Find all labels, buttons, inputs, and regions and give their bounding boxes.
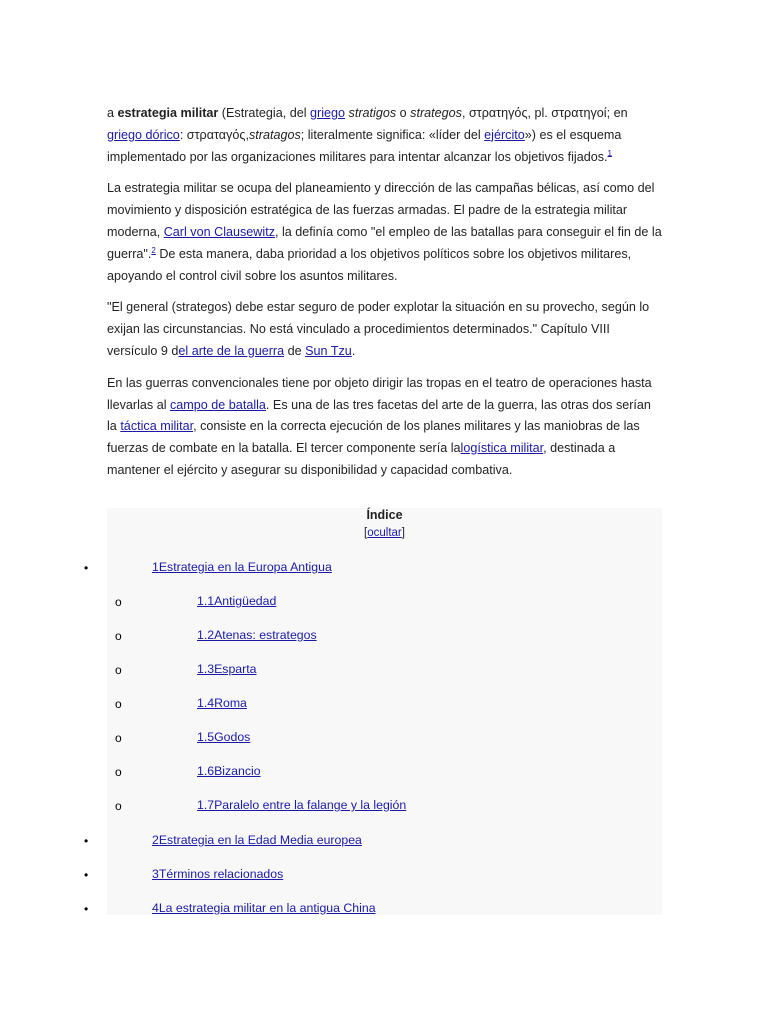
- toc-item-terminos[interactable]: 3Términos relacionados: [152, 867, 284, 881]
- toc-title: Índice: [366, 508, 403, 522]
- term-italic: stratigos: [348, 106, 397, 120]
- bullet-disc: •: [84, 834, 89, 848]
- toc-hide-link[interactable]: ocultar: [367, 527, 402, 539]
- bracket: ]: [401, 527, 405, 539]
- link-griego[interactable]: griego: [310, 106, 346, 120]
- bullet-circle: o: [115, 799, 122, 813]
- bullet-disc: •: [84, 902, 89, 916]
- term-bold: estrategia militar: [117, 106, 219, 120]
- text: , στρατηγός, pl. στρατηγοί; en: [461, 106, 628, 120]
- link-ejercito[interactable]: ejército: [484, 127, 525, 142]
- bullet-disc: •: [84, 868, 89, 882]
- bullet-circle: o: [115, 595, 122, 609]
- text: de: [284, 343, 306, 358]
- text: "El general (strategos) debe estar seguro de poder explotar la situación en su provecho, según lo exijan las circunstancias. No está vinculado a procedimientos determinados." Capítulo VIII versículo 9 d: [107, 300, 650, 358]
- toc-item-edad-media[interactable]: 2Estrategia en la Edad Media europea: [152, 833, 362, 847]
- toc-item-bizancio[interactable]: 1.6Bizancio: [197, 764, 261, 778]
- toc-item-roma[interactable]: 1.4Roma: [197, 696, 247, 710]
- term-italic: stratagos: [248, 127, 301, 142]
- toc-item-esparta[interactable]: 1.3Esparta: [197, 662, 257, 676]
- bullet-circle: o: [115, 765, 122, 779]
- link-campo-de-batalla[interactable]: campo de batalla: [170, 397, 266, 412]
- toc-item-europa-antigua[interactable]: 1Estrategia en la Europa Antigua: [152, 560, 332, 574]
- bullet-circle: o: [115, 731, 122, 745]
- text: a: [107, 106, 118, 120]
- bullet-disc: •: [84, 561, 89, 575]
- link-griego-dorico[interactable]: griego dórico: [107, 127, 180, 142]
- text: , consiste en la correcta ejecución de los planes militares y las maniobras de las fuerzas de combate en la batalla. El tercer componente sería la: [107, 419, 640, 456]
- bullet-circle: o: [115, 629, 122, 643]
- text: .: [351, 343, 356, 358]
- paragraph-sun-tzu: [107, 297, 663, 362]
- bracket: [: [364, 527, 368, 539]
- footnote-ref-1[interactable]: 1: [607, 148, 612, 158]
- text: : στραταγός,: [179, 127, 249, 142]
- text: De esta manera, daba prioridad a los objetivos políticos sobre los objetivos militares, apoyando el control civil sobre los asuntos militares.: [107, 246, 632, 283]
- toc-item-godos[interactable]: 1.5Godos: [197, 730, 251, 744]
- text: La estrategia militar se ocupa del planeamiento y dirección de las campañas bélicas, así como del movimiento y disposición estratégica de las fuerzas armadas. El padre de la estrategia militar moderna,: [107, 181, 655, 239]
- article-body: [107, 103, 663, 492]
- toc-item-atenas[interactable]: 1.2Atenas: estrategos: [197, 628, 317, 642]
- text: En las guerras convencionales tiene por objeto dirigir las tropas en el teatro de operaciones hasta llevarlas al: [107, 375, 652, 412]
- link-clausewitz[interactable]: Carl von Clausewitz: [163, 224, 275, 239]
- text: , destinada a mantener el ejército y asegurar su disponibilidad y capacidad combativa.: [107, 441, 616, 477]
- text: o: [396, 106, 411, 120]
- bullet-circle: o: [115, 663, 122, 677]
- paragraph-clausewitz: [107, 178, 663, 287]
- text: , la definía como "el empleo de las batallas para conseguir el fin de la guerra".: [107, 224, 662, 261]
- text: (Estrategia, del: [218, 106, 311, 120]
- text: ») es el esquema implementado por las organizaciones militares para intentar alcanzar los objetivos fijados.: [107, 127, 622, 164]
- toc-item-falange-legion[interactable]: 1.7Paralelo entre la falange y la legión: [197, 798, 407, 812]
- link-arte-de-la-guerra[interactable]: el arte de la guerra: [178, 343, 285, 358]
- toc-toggle: [107, 526, 662, 540]
- toc-item-antiguedad[interactable]: 1.1Antigüedad: [197, 594, 277, 608]
- bullet-circle: o: [115, 697, 122, 711]
- paragraph-guerras: [107, 373, 663, 482]
- link-sun-tzu[interactable]: Sun Tzu: [305, 343, 352, 358]
- link-tactica-militar[interactable]: táctica militar: [120, 419, 194, 434]
- link-logistica-militar[interactable]: logística militar: [460, 441, 544, 456]
- text: . Es una de las tres facetas del arte de la guerra, las otras dos serían la: [107, 397, 651, 434]
- text: ; literalmente significa: «líder del: [300, 127, 485, 142]
- footnote-ref-2[interactable]: 2: [151, 245, 156, 255]
- toc-item-china[interactable]: 4La estrategia militar en la antigua China: [152, 901, 376, 915]
- term-italic: strategos: [410, 106, 462, 120]
- paragraph-intro: [107, 103, 663, 168]
